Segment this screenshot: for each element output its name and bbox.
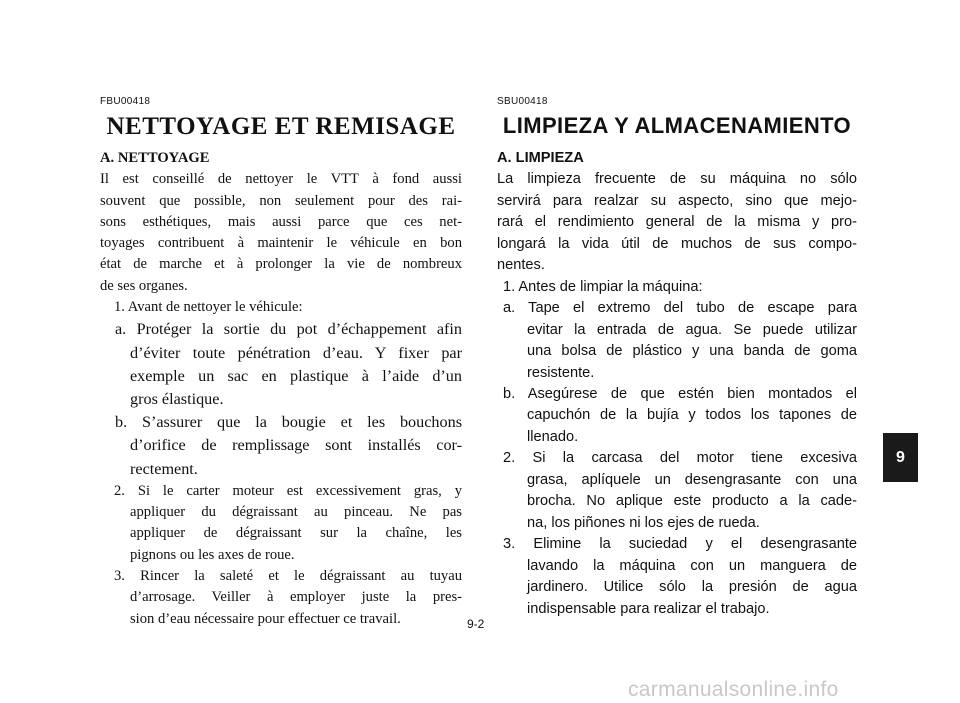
text-line: souvent que possible, non seulement pour des rai- xyxy=(100,192,462,209)
list-item: 2. Si le carter moteur est excessivement gras, y xyxy=(114,482,462,499)
text-line: rectement. xyxy=(130,459,198,478)
list-item: 2. Si la carcasa del motor tiene excesiva xyxy=(503,450,857,467)
text-line: sons esthétiques, mais aussi parce que ces net- xyxy=(100,213,462,230)
text-line: servirá para realzar su aspecto, sino que mejo- xyxy=(497,192,857,209)
text-line: llenado. xyxy=(527,428,579,445)
spanish-section-code: SBU00418 xyxy=(497,96,548,107)
list-item: b. Asegúrese de que estén bien montados el xyxy=(503,385,857,402)
text-line: d’orifice de remplissage sont installés cor- xyxy=(130,436,462,455)
text-line: état de marche et à prolonger la vie de nombreux xyxy=(100,256,462,273)
spanish-body xyxy=(497,148,857,620)
page-number: 9-2 xyxy=(467,617,485,631)
text-line: sion d’eau nécessaire pour effectuer ce travail. xyxy=(130,610,401,627)
french-section-code: FBU00418 xyxy=(100,96,151,107)
french-heading: A. NETTOYAGE xyxy=(100,150,210,166)
text-line: appliquer du dégraissant au pinceau. Ne pas xyxy=(130,504,462,521)
chapter-tab: 9 xyxy=(883,433,918,482)
spanish-heading: A. LIMPIEZA xyxy=(497,150,584,166)
text-line: toyages contribuent à maintenir le véhicule en bon xyxy=(100,235,462,252)
french-title: NETTOYAGE ET REMISAGE xyxy=(106,113,456,140)
text-line: evitar la entrada de agua. Se puede utilizar xyxy=(527,321,857,338)
text-line: de ses organes. xyxy=(100,277,188,294)
list-item: b. S’assurer que la bougie et les bouchons xyxy=(115,413,462,432)
text-line: Il est conseillé de nettoyer le VTT à fond aussi xyxy=(100,171,462,188)
text-line: lavando la máquina con un manguera de xyxy=(527,557,857,574)
text-line: gros élastique. xyxy=(130,389,224,408)
text-line: longará la vida útil de muchos de sus compo- xyxy=(497,235,857,252)
text-line: grasa, aplíquele un desengrasante con una xyxy=(527,471,857,488)
text-line: pignons ou les axes de roue. xyxy=(130,546,295,563)
list-item: 1. Antes de limpiar la máquina: xyxy=(503,278,703,295)
text-line: La limpieza frecuente de su máquina no sólo xyxy=(497,171,857,188)
text-line: appliquer de dégraissant sur la chaîne, les xyxy=(130,525,462,542)
text-line: jardinero. Utilice sólo la presión de agua xyxy=(527,579,857,596)
text-line: indispensable para realizar el trabajo. xyxy=(527,600,770,617)
french-body xyxy=(100,148,462,630)
text-line: nentes. xyxy=(497,257,545,274)
text-line: una bolsa de plástico y una banda de goma xyxy=(527,343,857,360)
list-item: a. Tape el extremo del tubo de escape para xyxy=(503,300,857,317)
list-item: 3. Elimine la suciedad y el desengrasante xyxy=(503,536,857,553)
list-item: a. Protéger la sortie du pot d’échappement afin xyxy=(115,320,462,339)
spanish-title: LIMPIEZA Y ALMACENAMIENTO xyxy=(502,113,852,138)
text-line: brocha. No aplique este producto a la cade- xyxy=(527,493,857,510)
text-line: rará el rendimiento general de la misma y pro- xyxy=(497,214,857,231)
text-line: exemple un sac en plastique à l’aide d’un xyxy=(130,366,462,385)
text-line: d’éviter toute pénétration d’eau. Y fixer par xyxy=(130,343,462,362)
text-line: d’arrosage. Veiller à employer juste la pres- xyxy=(130,589,462,606)
text-line: na, los piñones ni los ejes de rueda. xyxy=(527,514,760,531)
text-line: resistente. xyxy=(527,364,595,381)
list-item: 3. Rincer la saleté et le dégraissant au tuyau xyxy=(114,567,462,584)
watermark: carmanualsonline.info xyxy=(628,678,839,701)
text-line: capuchón de la bujía y todos los tapones de xyxy=(527,407,857,424)
list-item: 1. Avant de nettoyer le véhicule: xyxy=(114,299,303,316)
